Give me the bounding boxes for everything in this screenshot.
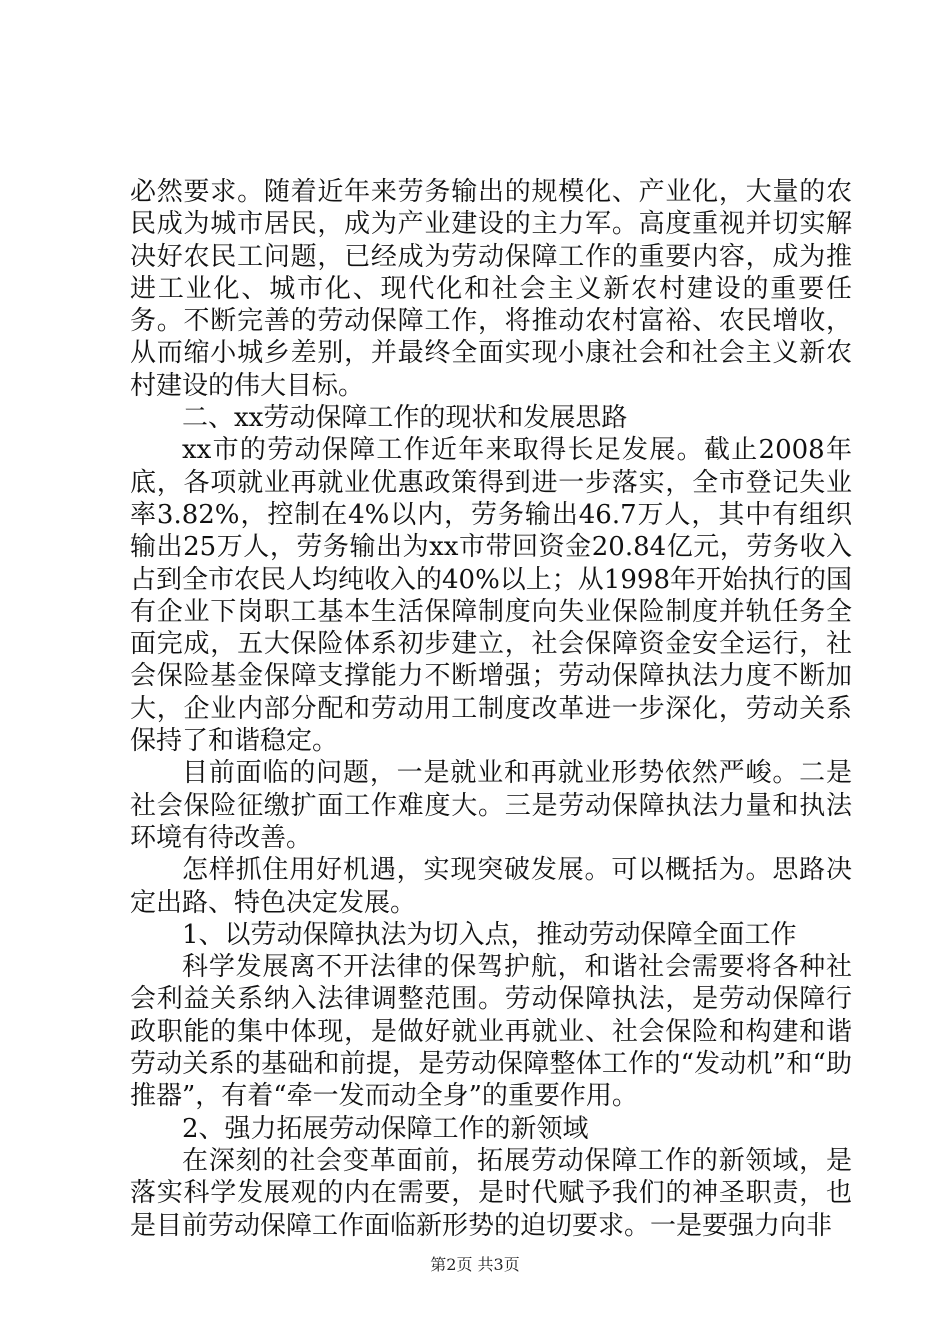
paragraph-new-fields: 在深刻的社会变革面前，拓展劳动保障工作的新领域，是落实科学发展观的内在需要，是时代赋予我们的神圣职责，也是目前劳动保障工作面临新形势的迫切要求。一是要强力向非: [130, 1145, 852, 1241]
paragraph-approach: 怎样抓住用好机遇，实现突破发展。可以概括为。思路决定出路、特色决定发展。: [130, 855, 852, 918]
document-body: [130, 176, 852, 1242]
subheading-2: 2、强力拓展劳动保障工作的新领域: [182, 1113, 589, 1144]
paragraph-enforcement: 科学发展离不开法律的保驾护航，和谐社会需要将各种社会利益关系纳入法律调整范围。劳动保障执法，是劳动保障行政职能的集中体现，是做好就业再就业、社会保险和构建和谐劳动关系的基础和前提，是劳动保障整体工作的“发动机”和“助推器”，有着“牵一发而动全身”的重要作用。: [130, 952, 852, 1112]
paragraph-status: xx市的劳动保障工作近年来取得长足发展。截止2008年底，各项就业再就业优惠政策得到进一步落实，全市登记失业率3.82%，控制在4%以内，劳务输出46.7万人，其中有组织输出25万人，劳务输出为xx市带回资金20.84亿元，劳务收入占到全市农民人均纯收入的40%以上；从1998年开始执行的国有企业下岗职工基本生活保障制度向失业保险制度并轨任务全面完成，五大保险体系初步建立，社会保障资金安全运行，社会保险基金保障支撑能力不断增强；劳动保障执法力度不断加大，企业内部分配和劳动用工制度改革进一步深化，劳动关系保持了和谐稳定。: [130, 435, 852, 757]
subheading-1: 1、以劳动保障执法为切入点，推动劳动保障全面工作: [182, 919, 797, 950]
page-number-footer: 第2页 共3页: [430, 1255, 520, 1274]
section-heading-2: 二、xx劳动保障工作的现状和发展思路: [182, 403, 628, 434]
paragraph-1: 必然要求。随着近年来劳务输出的规模化、产业化，大量的农民成为城市居民，成为产业建设的主力军。高度重视并切实解决好农民工问题，已经成为劳动保障工作的重要内容，成为推进工业化、城市化、现代化和社会主义新农村建设的重要任务。不断完善的劳动保障工作，将推动农村富裕、农民增收，从而缩小城乡差别，并最终全面实现小康社会和社会主义新农村建设的伟大目标。: [130, 177, 852, 401]
paragraph-problems: 目前面临的问题，一是就业和再就业形势依然严峻。二是社会保险征缴扩面工作难度大。三是劳动保障执法力量和执法环境有待改善。: [130, 758, 852, 853]
